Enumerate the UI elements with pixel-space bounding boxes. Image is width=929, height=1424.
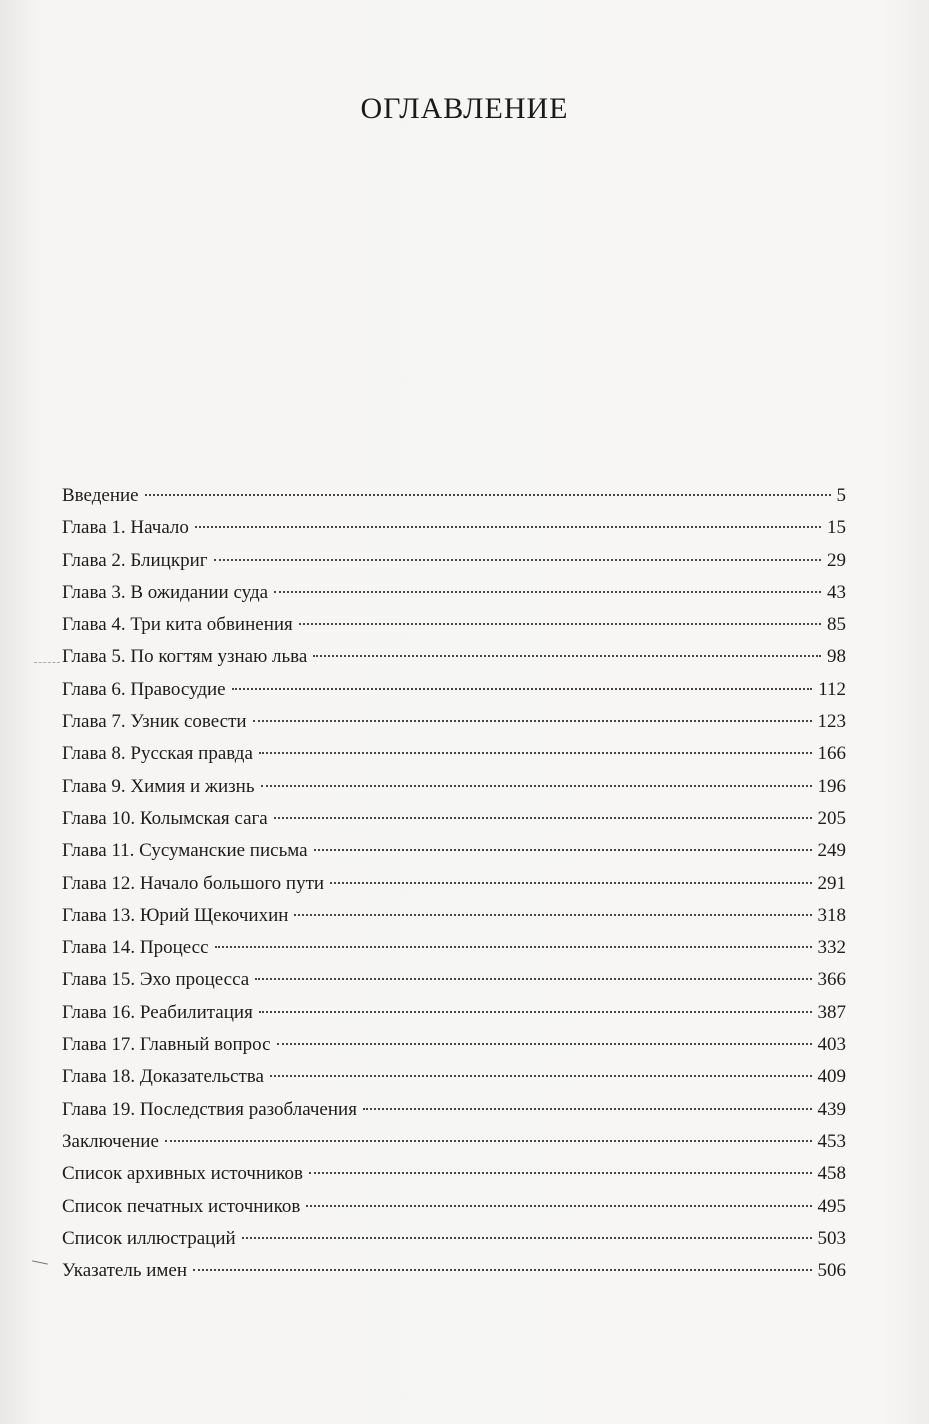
toc-entry[interactable]	[62, 835, 846, 867]
toc-entry[interactable]	[62, 674, 846, 706]
toc-entry[interactable]	[62, 803, 846, 835]
toc-entry-title: Глава 11. Сусуманские письма	[62, 840, 308, 862]
toc-leader-dots	[274, 817, 812, 819]
toc-entry-title: Глава 12. Начало большого пути	[62, 872, 325, 894]
toc-entry-title: Указатель имен	[62, 1260, 188, 1282]
toc-entry-title: Глава 6. Правосудие	[62, 678, 226, 700]
toc-entry[interactable]	[62, 771, 846, 803]
toc-entry-page: 332	[817, 937, 846, 959]
toc-entry-title: Глава 2. Блицкриг	[62, 549, 208, 571]
toc-leader-dots	[214, 559, 821, 561]
margin-pencil-mark	[32, 1260, 48, 1264]
margin-dash-mark	[34, 662, 60, 663]
toc-entry[interactable]	[62, 1191, 846, 1223]
toc-entry-title: Глава 8. Русская правда	[62, 743, 253, 765]
toc-entry-page: 409	[817, 1066, 846, 1088]
toc-entry-title: Глава 18. Доказательства	[62, 1066, 264, 1088]
toc-entry-page: 98	[827, 646, 846, 668]
toc-entry-title: Глава 17. Главный вопрос	[62, 1034, 271, 1056]
toc-entry-page: 291	[817, 872, 846, 894]
toc-entry-title: Глава 7. Узник совести	[62, 711, 247, 733]
toc-entry-page: 15	[827, 517, 846, 539]
toc-entry-title: Глава 3. В ожидании суда	[62, 581, 269, 603]
toc-entry-title: Глава 19. Последствия разоблачения	[62, 1098, 357, 1120]
toc-entry[interactable]	[62, 480, 846, 512]
toc-entry[interactable]	[62, 545, 846, 577]
toc-entry[interactable]	[62, 512, 846, 544]
toc-entry-title: Глава 13. Юрий Щекочихин	[62, 904, 289, 926]
toc-leader-dots	[314, 849, 812, 851]
toc-entry-page: 5	[836, 485, 846, 506]
toc-entry[interactable]	[62, 1255, 846, 1287]
toc-entry-page: 166	[817, 743, 846, 765]
toc-leader-dots	[165, 1140, 812, 1142]
toc-leader-dots	[277, 1043, 812, 1045]
toc-entry-page: 112	[818, 678, 846, 700]
toc-entry-page: 43	[827, 581, 846, 603]
toc-entry-page: 29	[827, 549, 846, 571]
toc-entry[interactable]	[62, 1061, 846, 1093]
toc-entry[interactable]	[62, 900, 846, 932]
toc-leader-dots	[215, 946, 812, 948]
toc-entry-page: 506	[817, 1260, 846, 1282]
toc-entry-title: Глава 15. Эхо процесса	[62, 969, 250, 991]
toc-leader-dots	[274, 591, 821, 593]
toc-leader-dots	[195, 526, 821, 528]
table-of-contents	[62, 480, 846, 1287]
toc-leader-dots	[330, 882, 811, 884]
toc-entry[interactable]	[62, 1094, 846, 1126]
toc-entry-page: 387	[817, 1001, 846, 1023]
toc-leader-dots	[242, 1237, 812, 1239]
toc-entry[interactable]	[62, 577, 846, 609]
toc-leader-dots	[193, 1269, 811, 1271]
toc-entry-title: Список иллюстраций	[62, 1227, 236, 1249]
toc-entry[interactable]	[62, 1223, 846, 1255]
toc-entry[interactable]	[62, 1158, 846, 1190]
toc-entry-page: 503	[817, 1227, 846, 1249]
toc-leader-dots	[255, 978, 811, 980]
toc-leader-dots	[259, 1011, 812, 1013]
toc-leader-dots	[313, 655, 821, 657]
toc-leader-dots	[306, 1205, 811, 1207]
toc-leader-dots	[294, 914, 811, 916]
toc-entry-page: 318	[817, 904, 846, 926]
page-title: ОГЛАВЛЕНИЕ	[360, 92, 569, 125]
toc-leader-dots	[232, 688, 813, 690]
toc-entry-page: 458	[817, 1163, 846, 1185]
toc-leader-dots	[259, 752, 812, 754]
toc-entry-title: Глава 4. Три кита обвинения	[62, 614, 293, 636]
toc-leader-dots	[299, 623, 821, 625]
toc-leader-dots	[363, 1108, 812, 1110]
toc-entry-page: 439	[817, 1098, 846, 1120]
toc-entry[interactable]	[62, 1126, 846, 1158]
toc-entry[interactable]	[62, 641, 846, 673]
toc-entry-title: Глава 14. Процесс	[62, 937, 209, 959]
toc-entry-title: Глава 1. Начало	[62, 517, 189, 539]
toc-entry-title: Список печатных источников	[62, 1195, 301, 1217]
toc-entry-title: Глава 16. Реабилитация	[62, 1001, 253, 1023]
toc-leader-dots	[253, 720, 812, 722]
toc-entry-title: Введение	[62, 485, 139, 506]
toc-entry[interactable]	[62, 997, 846, 1029]
toc-entry-page: 495	[817, 1195, 846, 1217]
toc-entry-title: Глава 10. Колымская сага	[62, 807, 268, 829]
toc-entry[interactable]	[62, 964, 846, 996]
toc-entry[interactable]	[62, 868, 846, 900]
toc-leader-dots	[261, 785, 812, 787]
toc-entry[interactable]	[62, 706, 846, 738]
toc-entry-page: 123	[817, 711, 846, 733]
toc-leader-dots	[145, 494, 831, 496]
toc-entry-title: Глава 9. Химия и жизнь	[62, 775, 255, 797]
toc-entry-page: 366	[817, 969, 846, 991]
toc-entry-title: Список архивных источников	[62, 1163, 303, 1185]
toc-entry-title: Глава 5. По когтям узнаю льва	[62, 646, 308, 668]
toc-leader-dots	[309, 1172, 812, 1174]
toc-entry-page: 249	[817, 840, 846, 862]
toc-entry[interactable]	[62, 738, 846, 770]
toc-leader-dots	[270, 1075, 812, 1077]
toc-entry[interactable]	[62, 932, 846, 964]
toc-entry-title: Заключение	[62, 1130, 159, 1152]
toc-entry-page: 453	[817, 1130, 846, 1152]
toc-entry-page: 85	[827, 614, 846, 636]
toc-entry[interactable]	[62, 1029, 846, 1061]
toc-entry[interactable]	[62, 609, 846, 641]
toc-entry-page: 403	[817, 1034, 846, 1056]
toc-entry-page: 205	[817, 807, 846, 829]
toc-entry-page: 196	[817, 775, 846, 797]
